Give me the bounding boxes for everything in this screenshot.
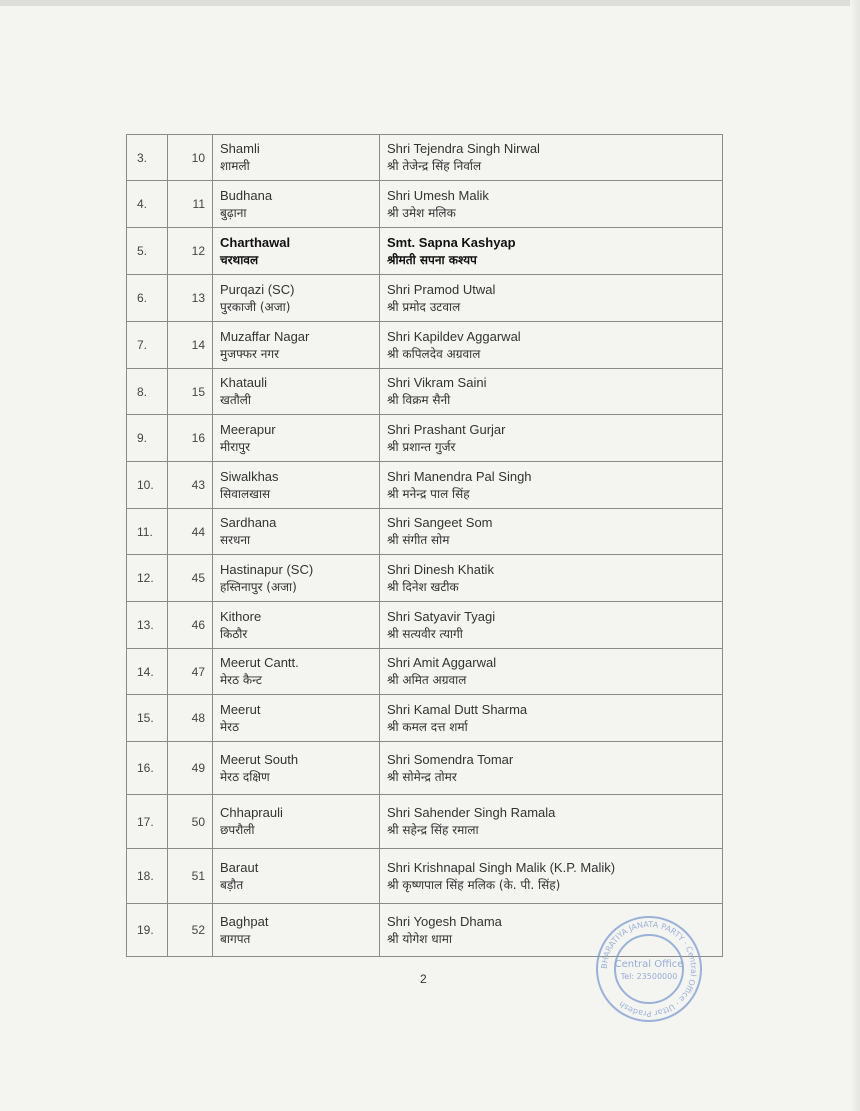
- constituency-number: 50: [168, 795, 213, 849]
- constituency-name: [213, 602, 380, 649]
- constituency-number: 46: [168, 602, 213, 649]
- constituency-number: 12: [168, 228, 213, 275]
- table-row: [127, 228, 723, 275]
- candidate-name-hindi: श्री कपिलदेव अग्रवाल: [387, 346, 481, 361]
- candidate-name-english: Shri Kapildev Aggarwal: [387, 328, 521, 344]
- stamp-line-1: Central Office: [614, 959, 684, 970]
- candidate-name: [380, 795, 723, 849]
- candidate-name-hindi: श्री सोमेन्द्र तोमर: [387, 769, 457, 784]
- serial-number: 12.: [127, 555, 168, 602]
- table-row: [127, 555, 723, 602]
- constituency-name: [213, 228, 380, 275]
- constituency-number: 51: [168, 849, 213, 904]
- candidate-name-hindi: श्री प्रमोद उटवाल: [387, 299, 461, 314]
- table-row: [127, 322, 723, 369]
- candidate-name-hindi: श्री कृष्णपाल सिंह मलिक (के. पी. सिंह): [387, 877, 561, 892]
- constituency-name: [213, 509, 380, 555]
- candidate-name-hindi: श्री संगीत सोम: [387, 533, 450, 547]
- candidate-name: [380, 369, 723, 415]
- constituency-name: [213, 462, 380, 509]
- table-row: [127, 415, 723, 462]
- candidate-name-english: Shri Umesh Malik: [387, 187, 489, 203]
- constituency-name-hindi: सिवालखास: [220, 486, 271, 501]
- constituency-name-english: Charthawal: [220, 234, 291, 250]
- candidate-list-table: [126, 134, 723, 957]
- candidate-name-english: Shri Tejendra Singh Nirwal: [387, 141, 540, 156]
- constituency-name: [213, 849, 380, 904]
- constituency-number: 44: [168, 509, 213, 555]
- table-row: [127, 509, 723, 555]
- candidate-name: [380, 275, 723, 322]
- candidate-name-hindi: श्री उमेश मलिक: [387, 205, 456, 220]
- table-row: [127, 462, 723, 509]
- constituency-name-english: Shamli: [220, 141, 260, 156]
- serial-number: 5.: [127, 228, 168, 275]
- candidate-name-english: Shri Somendra Tomar: [387, 751, 514, 767]
- serial-number: 11.: [127, 509, 168, 555]
- candidate-name-english: Shri Kamal Dutt Sharma: [387, 701, 528, 717]
- constituency-name-hindi: सरधना: [220, 533, 251, 547]
- table-row: [127, 742, 723, 795]
- candidate-name: [380, 135, 723, 181]
- candidate-name: [380, 228, 723, 275]
- constituency-name-hindi: मेरठ दक्षिण: [220, 769, 270, 784]
- serial-number: 10.: [127, 462, 168, 509]
- candidate-name: [380, 509, 723, 555]
- constituency-name-hindi: छपरौली: [220, 823, 255, 837]
- constituency-name: [213, 322, 380, 369]
- constituency-number: 16: [168, 415, 213, 462]
- constituency-name: [213, 369, 380, 415]
- candidate-name: [380, 849, 723, 904]
- constituency-name-english: Meerapur: [220, 421, 276, 437]
- serial-number: 9.: [127, 415, 168, 462]
- table-row: [127, 695, 723, 742]
- serial-number: 7.: [127, 322, 168, 369]
- constituency-name-english: Khatauli: [220, 375, 267, 390]
- constituency-name-english: Hastinapur (SC): [220, 561, 314, 577]
- constituency-number: 10: [168, 135, 213, 181]
- candidate-name: [380, 695, 723, 742]
- constituency-name: [213, 275, 380, 322]
- constituency-number: 13: [168, 275, 213, 322]
- stamp-ring-text: BHARATIYA JANATA PARTY · Central Office · Uttar Pradesh: [599, 919, 699, 1019]
- constituency-name-english: Purqazi (SC): [220, 281, 295, 297]
- candidate-name: [380, 322, 723, 369]
- candidate-name: [380, 555, 723, 602]
- constituency-name-english: Baraut: [220, 859, 259, 875]
- candidate-name-english: Shri Manendra Pal Singh: [387, 468, 532, 484]
- candidate-name-english: Shri Yogesh Dhama: [387, 913, 502, 929]
- table-row: [127, 649, 723, 695]
- constituency-name: [213, 555, 380, 602]
- candidate-name-english: Shri Dinesh Khatik: [387, 561, 494, 577]
- constituency-name-english: Meerut Cantt.: [220, 655, 299, 670]
- candidate-name: [380, 602, 723, 649]
- candidate-name-hindi: श्री विक्रम सैनी: [387, 393, 451, 407]
- serial-number: 3.: [127, 135, 168, 181]
- constituency-name-hindi: बागपत: [220, 931, 251, 946]
- serial-number: 15.: [127, 695, 168, 742]
- constituency-name-english: Baghpat: [220, 913, 269, 929]
- constituency-name-hindi: मेरठ कैन्ट: [220, 673, 262, 687]
- candidate-name-english: Shri Sangeet Som: [387, 515, 493, 530]
- candidate-name-english: Shri Vikram Saini: [387, 375, 487, 390]
- candidate-name-hindi: श्री कमल दत्त शर्मा: [387, 719, 468, 734]
- constituency-name: [213, 695, 380, 742]
- page-number: 2: [420, 972, 427, 986]
- table-row: [127, 135, 723, 181]
- constituency-name-hindi: हस्तिनापुर (अजा): [220, 579, 297, 594]
- candidate-name-english: Shri Sahender Singh Ramala: [387, 805, 556, 820]
- constituency-name-hindi: पुरकाजी (अजा): [220, 299, 291, 314]
- constituency-name-english: Budhana: [220, 187, 273, 203]
- serial-number: 14.: [127, 649, 168, 695]
- constituency-number: 45: [168, 555, 213, 602]
- scan-right-edge: [850, 0, 860, 1111]
- serial-number: 16.: [127, 742, 168, 795]
- serial-number: 19.: [127, 904, 168, 957]
- candidate-name-hindi: श्री अमित अग्रवाल: [387, 673, 467, 687]
- constituency-name-hindi: मेरठ: [220, 719, 240, 734]
- constituency-name-english: Siwalkhas: [220, 468, 279, 484]
- candidate-name-hindi: श्री मनेन्द्र पाल सिंह: [387, 486, 470, 501]
- constituency-name: [213, 904, 380, 957]
- constituency-name: [213, 415, 380, 462]
- table-row: [127, 849, 723, 904]
- constituency-number: 47: [168, 649, 213, 695]
- constituency-name-hindi: मुजफ्फर नगर: [220, 346, 280, 361]
- table-row: [127, 795, 723, 849]
- constituency-name-english: Chhaprauli: [220, 805, 283, 820]
- constituency-name-english: Meerut: [220, 701, 261, 717]
- serial-number: 4.: [127, 181, 168, 228]
- candidate-name: [380, 649, 723, 695]
- candidate-name: [380, 181, 723, 228]
- serial-number: 13.: [127, 602, 168, 649]
- candidate-name-english: Shri Prashant Gurjar: [387, 421, 506, 437]
- constituency-name: [213, 795, 380, 849]
- candidate-list-body: [127, 135, 723, 957]
- constituency-name: [213, 135, 380, 181]
- candidate-name-hindi: श्री तेजेन्द्र सिंह निर्वाल: [387, 159, 482, 173]
- candidate-name-english: Smt. Sapna Kashyap: [387, 234, 516, 250]
- constituency-number: 49: [168, 742, 213, 795]
- constituency-number: 48: [168, 695, 213, 742]
- candidate-name-english: Shri Satyavir Tyagi: [387, 608, 496, 624]
- candidate-name-hindi: श्री दिनेश खटीक: [387, 579, 459, 594]
- candidate-name-hindi: श्री सहेन्द्र सिंह रमाला: [387, 823, 479, 837]
- constituency-name-hindi: मीरापुर: [220, 439, 251, 454]
- constituency-name-english: Sardhana: [220, 515, 277, 530]
- stamp-line-2: Tel: 23500000: [620, 972, 678, 981]
- candidate-name-english: Shri Krishnapal Singh Malik (K.P. Malik): [387, 859, 616, 875]
- constituency-name: [213, 649, 380, 695]
- constituency-name-hindi: शामली: [220, 159, 250, 173]
- candidate-name-hindi: श्री प्रशान्त गुर्जर: [387, 439, 456, 454]
- serial-number: 18.: [127, 849, 168, 904]
- candidate-name-english: Shri Amit Aggarwal: [387, 655, 497, 670]
- scan-top-edge: [0, 0, 860, 6]
- constituency-number: 43: [168, 462, 213, 509]
- serial-number: 8.: [127, 369, 168, 415]
- candidate-name: [380, 462, 723, 509]
- serial-number: 17.: [127, 795, 168, 849]
- constituency-number: 14: [168, 322, 213, 369]
- constituency-name-hindi: किठौर: [220, 626, 248, 641]
- constituency-name-hindi: बुढ़ाना: [220, 205, 247, 220]
- candidate-name: [380, 742, 723, 795]
- constituency-number: 52: [168, 904, 213, 957]
- constituency-name-hindi: खतौली: [220, 393, 252, 407]
- constituency-name-hindi: बड़ौत: [220, 877, 244, 892]
- table-row: [127, 602, 723, 649]
- constituency-name: [213, 181, 380, 228]
- constituency-name-english: Meerut South: [220, 751, 299, 767]
- constituency-name-english: Kithore: [220, 608, 262, 624]
- serial-number: 6.: [127, 275, 168, 322]
- constituency-number: 11: [168, 181, 213, 228]
- party-office-stamp: [594, 914, 704, 1024]
- table-row: [127, 181, 723, 228]
- candidate-name-hindi: श्रीमती सपना कश्यप: [387, 252, 477, 267]
- candidate-name-hindi: श्री सत्यवीर त्यागी: [387, 626, 463, 641]
- candidate-name: [380, 415, 723, 462]
- constituency-name-english: Muzaffar Nagar: [220, 328, 310, 344]
- table-row: [127, 369, 723, 415]
- candidate-name-english: Shri Pramod Utwal: [387, 281, 496, 297]
- constituency-name: [213, 742, 380, 795]
- constituency-name-hindi: चरथावल: [220, 252, 259, 267]
- candidate-name-hindi: श्री योगेश धामा: [387, 931, 452, 946]
- table-row: [127, 275, 723, 322]
- constituency-number: 15: [168, 369, 213, 415]
